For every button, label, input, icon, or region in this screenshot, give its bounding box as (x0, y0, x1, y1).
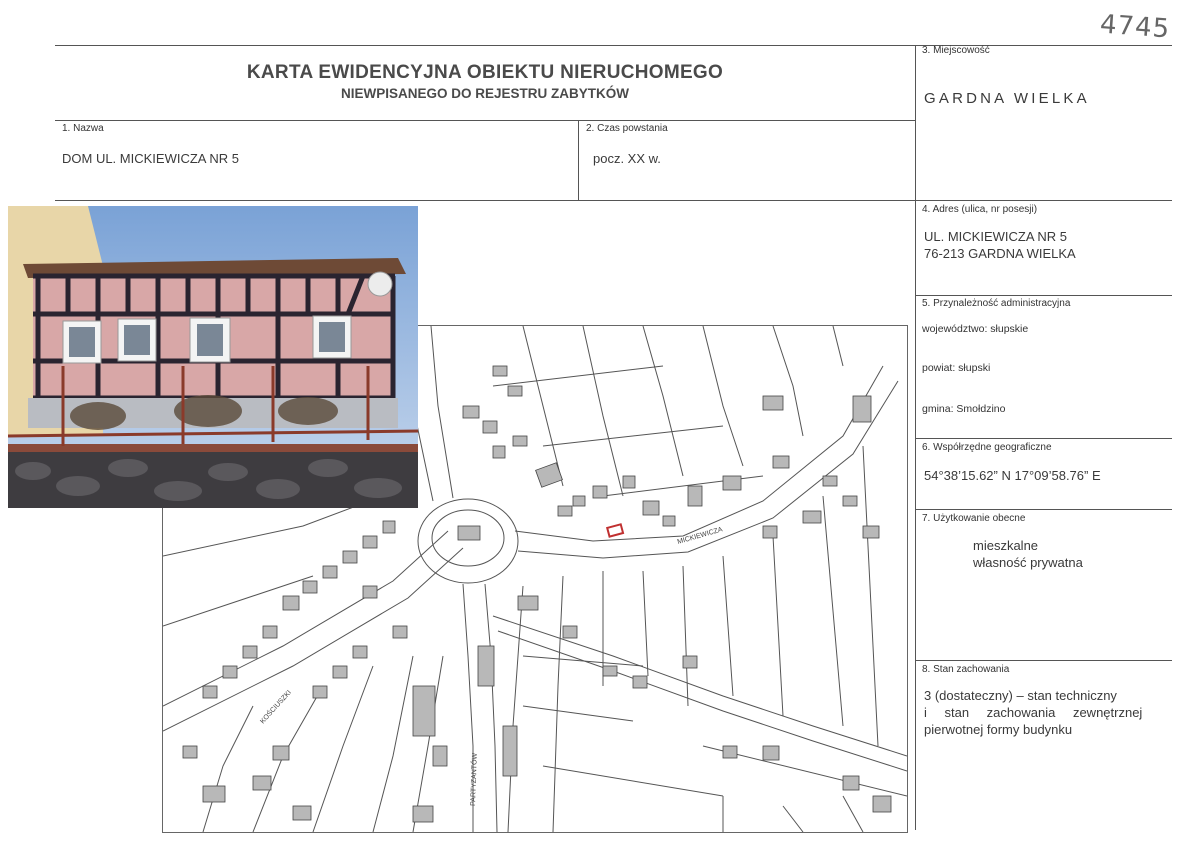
stan-line1: 3 (dostateczny) – stan techniczny (924, 688, 1117, 703)
wspolrzedne-label: 6. Współrzędne geograficzne (922, 442, 1052, 453)
uzytkowanie-label: 7. Użytkowanie obecne (922, 513, 1026, 524)
czas-label: 2. Czas powstania (586, 123, 668, 134)
rule-r3 (915, 438, 1172, 439)
stan-line2: i stan zachowania zewnętrznej (924, 705, 1143, 720)
page-subtitle: NIEWPISANEGO DO REJESTRU ZABYTKÓW (340, 86, 629, 101)
rule-nazwa-czas (578, 120, 579, 201)
street-label-mickiewicza: MICKIEWICZA (676, 526, 724, 546)
czas-value: pocz. XX w. (593, 151, 661, 166)
street-label-partyzantow: PARTYZANTÓW (470, 752, 479, 807)
adres-line1: UL. MICKIEWICZA NR 5 (924, 229, 1068, 244)
rule-r5 (915, 660, 1172, 661)
uzytkowanie-line2: własność prywatna (973, 555, 1083, 570)
adres-line2: 76-213 GARDNA WIELKA (924, 246, 1076, 261)
rule-top (55, 45, 1172, 46)
rule-title-bottom (55, 120, 915, 121)
stan-label: 8. Stan zachowania (922, 664, 1010, 675)
powiat-value: powiat: słupski (922, 362, 991, 374)
rule-r4 (915, 509, 1172, 510)
building-photo (8, 206, 418, 508)
miejscowosc-value: GARDNA WIELKA (924, 90, 1090, 107)
wspolrzedne-value: 54°38’15.62” N 17°09’58.76” E (924, 468, 1101, 483)
stan-line3: pierwotnej formy budynku (924, 722, 1073, 737)
nazwa-label: 1. Nazwa (62, 123, 104, 134)
highlighted-building (607, 524, 623, 536)
uzytkowanie-line1: mieszkalne (973, 538, 1039, 553)
street-label-kosciuszki: KOŚCIUSZKI (259, 689, 293, 726)
rule-r2 (915, 295, 1172, 296)
handwritten-number: 4745 (1099, 9, 1172, 45)
wojewodztwo-value: województwo: słupskie (922, 323, 1029, 335)
nazwa-value: DOM UL. MICKIEWICZA NR 5 (62, 151, 239, 166)
page-title: KARTA EWIDENCYJNA OBIEKTU NIERUCHOMEGO (246, 62, 724, 83)
przynaleznosc-label: 5. Przynależność administracyjna (922, 298, 1071, 309)
rule-row1-bottom (55, 200, 1172, 201)
gmina-value: gmina: Smołdzino (922, 403, 1006, 415)
miejscowosc-label: 3. Miejscowość (922, 45, 990, 56)
adres-label: 4. Adres (ulica, nr posesji) (922, 204, 1038, 215)
